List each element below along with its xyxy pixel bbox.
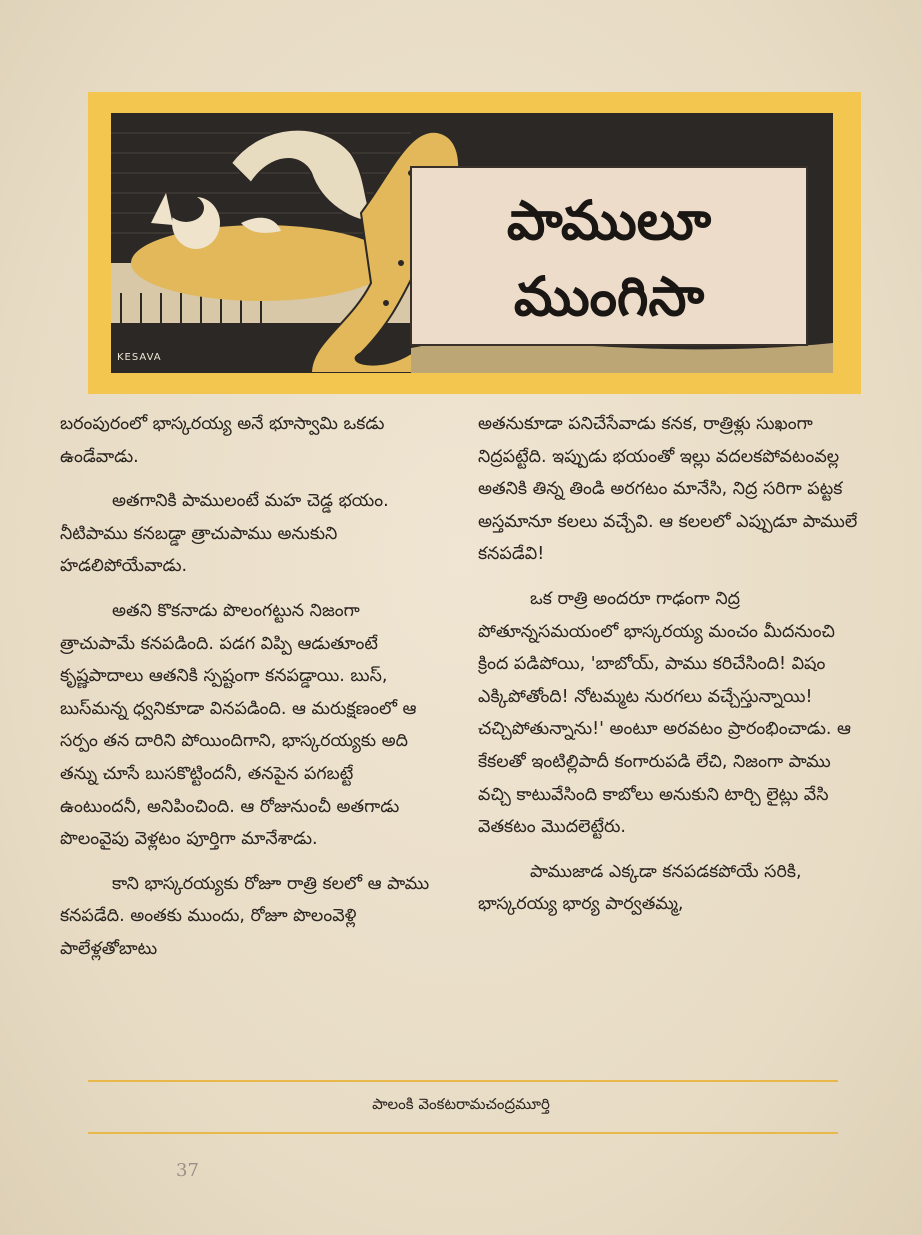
paragraph: అతని కొకనాడు పొలంగట్టున నిజంగా త్రాచుపామే కనపడింది. పడగ విప్పి ఆడుతూంటే కృష్ణపాదాలు ఆతనికి స్పష్టంగా కనపడ్డాయి. బుస్, బుస్‌మన్న ధ్వనికూడా వినపడింది. ఆ మరుక్షణంలో ఆ సర్పం తన దారిని పోయిందిగాని, భాస్కరయ్యకు అది తన్ను చూసే బుసకొట్టిందనీ, తనపైన పగబట్టే ఉంటుందనీ, అనిపించింది. ఆ రోజునుంచీ అతగాడు పొలంవైపు వెళ్లటం పూర్తిగా మానేశాడు. — [60, 600, 417, 850]
paragraph: బరంపురంలో భాస్కరయ్య అనే భూస్వామి ఒకడు ఉండేవాడు. — [60, 414, 385, 467]
left-column — [60, 408, 440, 978]
story-title-line2: ముంగిసా — [513, 264, 705, 328]
divider-bottom — [88, 1132, 838, 1134]
paragraph: అతగానికి పాములంటే మహ చెడ్డ భయం. నీటిపాము కనబడ్డా త్రాచుపాము అనుకుని హడలిపోయేవాడు. — [60, 491, 389, 577]
title-box — [410, 166, 808, 346]
story-title-line1: పాములూ — [506, 188, 712, 252]
paragraph: కాని భాస్కరయ్యకు రోజూ రాత్రి కలలో ఆ పాము కనపడేది. అంతకు ముందు, రోజూ పొలంవెళ్లి పాలేళ్లతోబాటు — [60, 873, 430, 959]
paragraph: ఒక రాత్రి అందరూ గాఢంగా నిద్ర పోతూన్నసమయంలో భాస్కరయ్య మంచం మీదనుంచి క్రింద పడిపోయి, 'బాబోయ్, పాము కరిచేసింది! విషం ఎక్కిపోతోంది! నోటమ్మట నురగలు వచ్చేస్తున్నాయి! చచ్చిపోతున్నాను!' అంటూ అరవటం ప్రారంభించాడు. ఆ కేకలతో ఇంటిల్లిపాదీ కంగారుపడి లేచి, నిజంగా పాము వచ్చి కాటువేసింది కాబోలు అనుకుని టార్చి లైట్లు వేసి వెతకటం మొదలెట్టేరు. — [478, 588, 851, 838]
artist-signature: KESAVA — [117, 352, 162, 363]
paragraph: పాముజాడ ఎక్కడా కనపడకపోయే సరికి, భాస్కరయ్య భార్య పార్వతమ్మ, — [478, 861, 802, 915]
divider-top — [88, 1080, 838, 1082]
page-number: 37 — [176, 1160, 199, 1181]
author-credit: పాలంకి వెంకటరామచంద్రమూర్తి — [372, 1095, 550, 1113]
paragraph: అతనుకూడా పనిచేసేవాడు కనక, రాత్రిళ్లు సుఖంగా నిద్రపట్టేది. ఇప్పుడు భయంతో ఇల్లు వదలకపోవటంవల్ల అతనికి తిన్న తిండి అరగటం మానేసి, నిద్ర సరిగా పట్టక అస్తమానూ కలలు వచ్చేవి. ఆ కలలలో ఎప్పుడూ పాములే కనపడేవి! — [478, 414, 858, 565]
right-column — [478, 408, 858, 933]
